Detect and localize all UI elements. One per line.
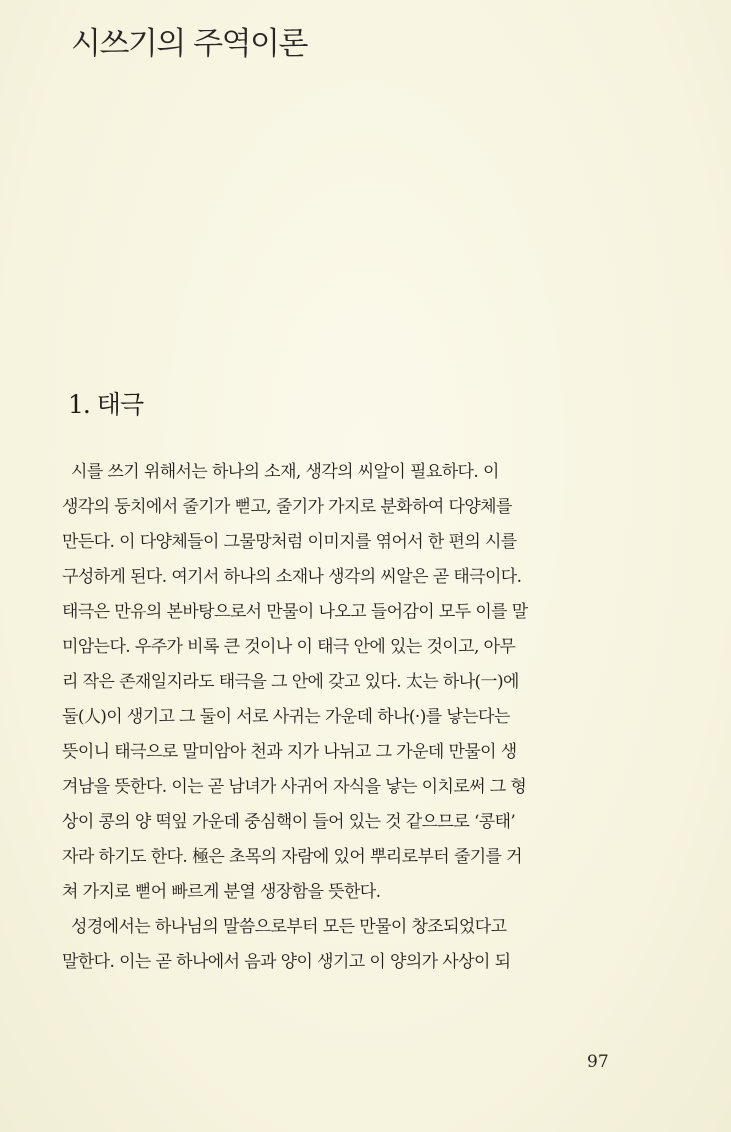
text-line: 만든다. 이 다양체들이 그물망처럼 이미지를 엮어서 한 편의 시를: [62, 532, 517, 552]
text-line: 뜻이니 태극으로 말미암아 천과 지가 나뉘고 그 가운데 만물이 생: [62, 742, 517, 762]
text-line: 시를 쓰기 위해서는 하나의 소재, 생각의 씨알이 필요하다. 이: [71, 462, 499, 482]
page-number: 97: [587, 1052, 609, 1072]
text-line: 겨남을 뜻한다. 이는 곧 남녀가 사귀어 자식을 낳는 이치로써 그 형: [62, 777, 527, 797]
paragraph-1: [62, 455, 622, 910]
text-line: 리 작은 존재일지라도 태극을 그 안에 갖고 있다. 太는 하나(一)에: [62, 672, 519, 692]
text-line: 쳐 가지로 뻗어 빠르게 분열 생장함을 뜻한다.: [62, 882, 381, 902]
text-line: 생각의 둥치에서 줄기가 뻗고, 줄기가 가지로 분화하여 다양체를: [62, 497, 512, 517]
body-text: [62, 455, 622, 980]
text-line: 자라 하기도 한다. 極은 초목의 자람에 있어 뿌리로부터 줄기를 거: [62, 847, 522, 867]
text-line: 미암는다. 우주가 비록 큰 것이나 이 태극 안에 있는 것이고, 아무: [62, 637, 516, 657]
section-heading: 1. 태극: [68, 390, 144, 419]
paragraph-2: [62, 910, 622, 980]
text-line: 구성하게 된다. 여기서 하나의 소재나 생각의 씨알은 곧 태극이다.: [62, 567, 522, 587]
running-head: 시쓰기의 주역이론: [71, 26, 307, 62]
text-line: 둘(人)이 생기고 그 둘이 서로 사귀는 가운데 하나(·)를 낳는다는: [62, 707, 510, 727]
text-line: 태극은 만유의 본바탕으로서 만물이 나오고 들어감이 모두 이를 말: [62, 602, 528, 622]
text-line: 성경에서는 하나님의 말씀으로부터 모든 만물이 창조되었다고: [71, 917, 507, 937]
text-line: 말한다. 이는 곧 하나에서 음과 양이 생기고 이 양의가 사상이 되: [62, 952, 511, 972]
text-line: 상이 콩의 양 떡잎 가운데 중심핵이 들어 있는 것 같으므로 ‘콩태’: [62, 812, 516, 832]
